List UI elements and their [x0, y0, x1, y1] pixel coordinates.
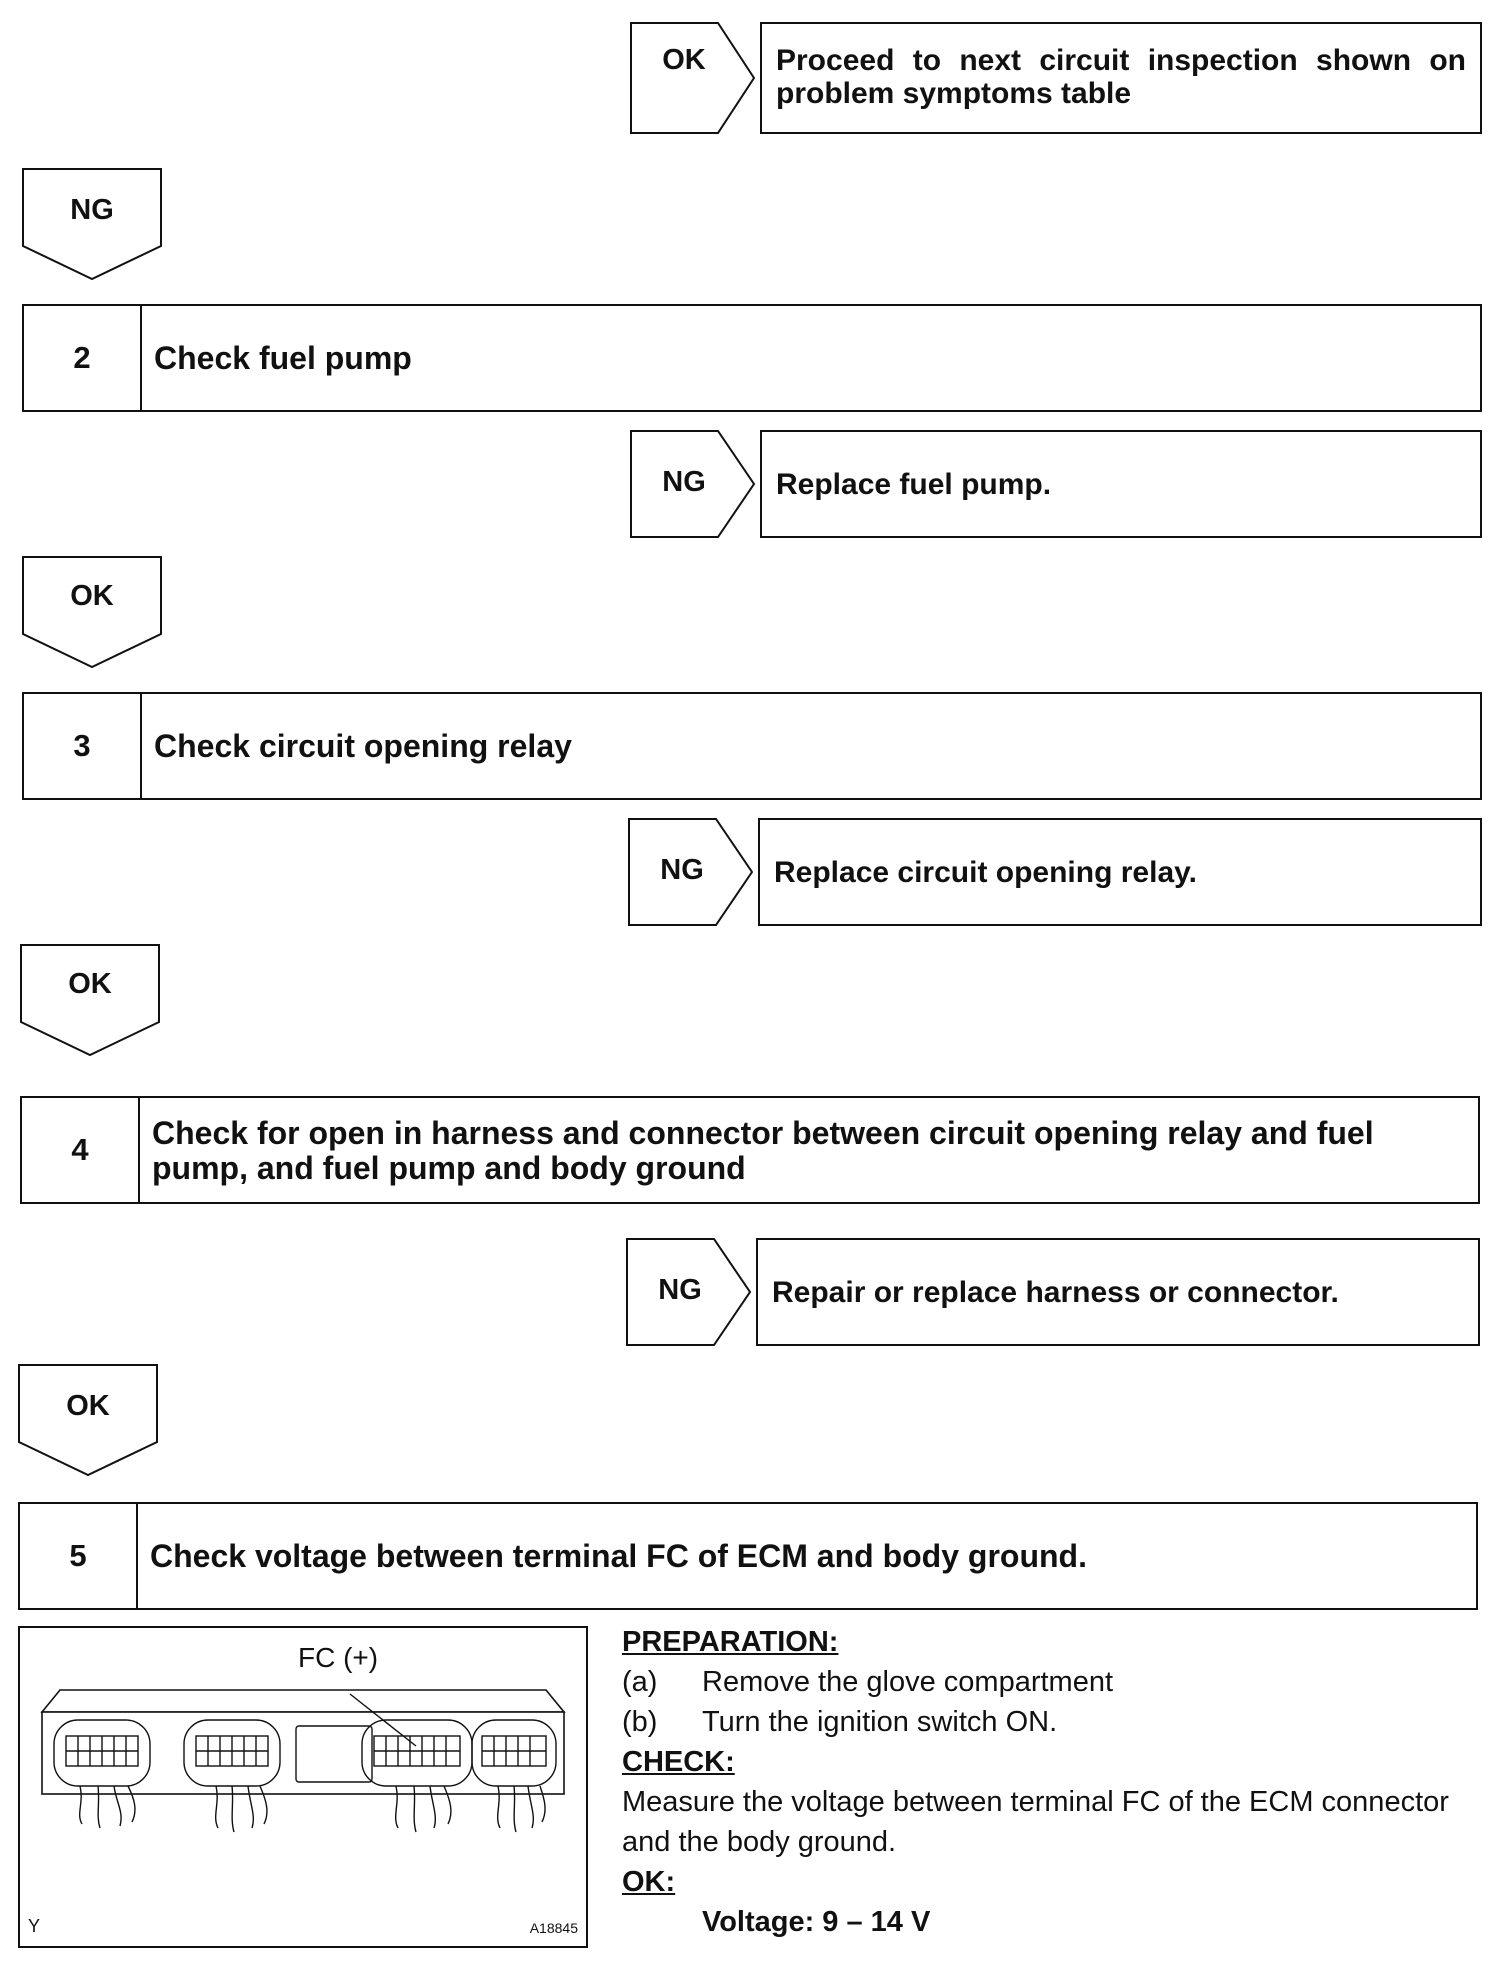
step-3-box	[22, 692, 1482, 800]
ok-arrow-tag-shape	[630, 22, 760, 134]
step-5-number: 5	[20, 1504, 138, 1608]
repair-harness-box: Repair or replace harness or connector.	[756, 1238, 1480, 1346]
step-4-box	[20, 1096, 1480, 1204]
step-3-number: 3	[24, 694, 142, 798]
replace-fuel-pump-box: Replace fuel pump.	[760, 430, 1482, 538]
down-tag-ok-2: OK	[70, 580, 114, 612]
prep-item-b-text: Turn the ignition switch ON.	[702, 1706, 1058, 1738]
replace-relay-box: Replace circuit opening relay.	[758, 818, 1482, 926]
step-4-title: Check for open in harness and connector between circuit opening relay and fuel pump, and fuel pump and body ground	[152, 1115, 1374, 1186]
ng-tag-3: NG	[660, 854, 704, 886]
ok-voltage-value: Voltage: 9 – 14 V	[702, 1906, 931, 1938]
prep-item-a-marker: (a)	[622, 1666, 658, 1698]
proceed-action-box: Proceed to next circuit inspection shown on problem symptoms table	[760, 22, 1482, 134]
step-4-number: 4	[22, 1098, 140, 1202]
prep-item-b-marker: (b)	[622, 1706, 658, 1738]
fc-terminal-label: FC (+)	[298, 1642, 379, 1673]
preparation-heading: PREPARATION:	[622, 1626, 839, 1658]
down-tag-ok-4: OK	[66, 1390, 110, 1422]
figure-corner-code: Y	[28, 1916, 41, 1936]
step-2-title: Check fuel pump	[154, 339, 412, 376]
step-2-box	[22, 304, 1482, 412]
down-tag-ok-3: OK	[68, 968, 112, 1000]
step-5-box	[18, 1502, 1478, 1610]
figure-id: A18845	[529, 1920, 578, 1936]
ecm-connector-illustration	[20, 1628, 586, 1946]
prep-item-a-text: Remove the glove compartment	[702, 1666, 1114, 1698]
ok-tag-label: OK	[662, 44, 706, 76]
ok-heading: OK:	[622, 1866, 676, 1898]
step-5-title: Check voltage between terminal FC of ECM and body ground.	[150, 1537, 1087, 1574]
ng-tag-2: NG	[662, 466, 706, 498]
step-2-number: 2	[24, 306, 142, 410]
step-3-title: Check circuit opening relay	[154, 727, 572, 764]
check-text: Measure the voltage between terminal FC of the ECM connector and the body ground.	[622, 1786, 1449, 1858]
instructions-panel	[622, 1622, 1482, 1942]
ng-tag-4: NG	[658, 1274, 702, 1306]
ecm-connector-figure	[18, 1626, 588, 1948]
prep-item-b	[622, 1702, 1482, 1742]
check-heading: CHECK:	[622, 1746, 735, 1778]
down-tag-ng: NG	[70, 194, 114, 226]
prep-item-a	[622, 1662, 1482, 1702]
